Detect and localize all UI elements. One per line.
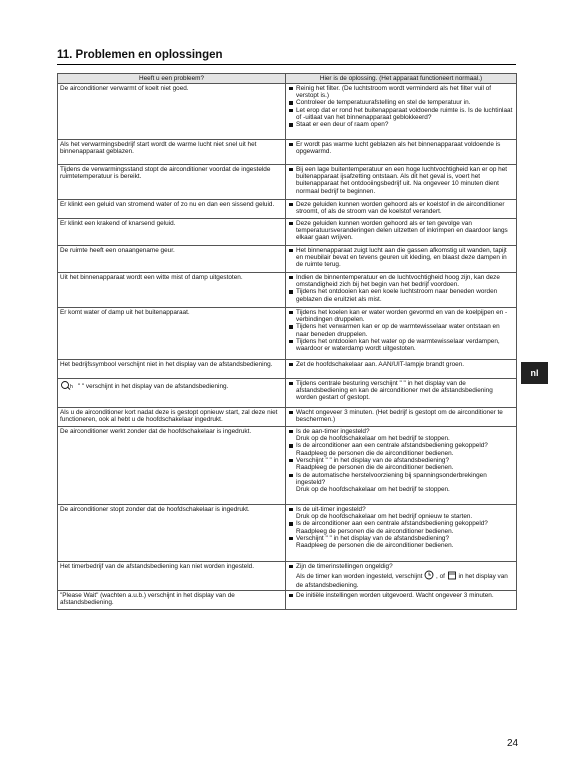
problem-cell: De airconditioner stopt zonder dat de hoofdschakelaar is ingedrukt. [58,505,286,562]
solution-cell [286,562,517,591]
solution-item: Deze geluiden kunnen worden gehoord als er koelstof in de airconditioner stroomt, of als de stroom van de koelstof verandert. [288,201,514,216]
solution-item: Is de aan-timer ingesteld? [288,428,514,435]
table-row [58,408,517,427]
table-row [58,591,517,610]
solution-item: Verschijnt " " in het display van de afstandsbediening? [288,457,514,464]
page-title: 11. Problemen en oplossingen [57,49,223,61]
solution-item: Zijn de timerinstellingen ongeldig? [288,563,514,570]
solution-item: Let erop dat er rond het buitenapparaat voldoende ruimte is. Is de luchtinlaat of -uitlaat van het binnenapparaat geblokkeerd? [288,107,514,122]
problem-cell: Het timerbedrijf van de afstandsbediening kan niet worden ingesteld. [58,562,286,591]
problem-cell: Er klinkt een geluid van stromend water of zo nu en dan een sissend geluid. [58,200,286,219]
table-row [58,140,517,165]
table-row [58,273,517,308]
header-problem: Heeft u een probleem? [58,74,286,84]
table-row [58,562,517,591]
solution-cell [286,308,517,360]
problem-cell: Er komt water of damp uit het buitenapparaat. [58,308,286,360]
solution-item: Bij een lage buitentemperatuur en een hoge luchtvochtigheid kan er op het buitenapparaat ijsafzetting ontstaan. Als dit het geval is, voert het buitenapparaat het ontdooiingsbedrijf uit. Na ongeveer 10 minuten dient normaal bedrijf te beginnen. [288,166,514,195]
problem-cell [58,379,286,408]
solution-item: Staat er een deur of raam open? [288,121,514,128]
solution-cell [286,200,517,219]
solution-item: Verschijnt " " in het display van de afstandsbediening? [288,535,514,542]
solution-item: Indien de binnentemperatuur en de luchtvochtigheid hoog zijn, kan deze omstandigheid zich bij het begin van het bedrijf voordoen. [288,274,514,289]
solution-item: Reinig het filter. (De luchtstroom wordt verminderd als het filter vuil of verstopt is.) [288,85,514,100]
troubleshooting-table [57,73,517,610]
solution-item: Het binnenapparaat zuigt lucht aan die gassen afkomstig uit wanden, tapijt en meubilair bevat en tevens geuren uit kleding, en blaast deze dampen in de ruimte terug. [288,247,514,269]
table-row [58,219,517,246]
solution-item: Is de uit-timer ingesteld? [288,506,514,513]
table-row [58,165,517,200]
solution-item: Tijdens centrale besturing verschijnt " " in het display van de afstandsbediening en kan de airconditioner met de afstandsbediening worden gestart of gestopt. [288,380,514,402]
table-row [58,505,517,562]
solution-cell [286,379,517,408]
calendar-icon [447,570,457,582]
problem-cell: De airconditioner werkt zonder dat de hoofdschakelaar is ingedrukt. [58,427,286,505]
solution-cell [286,273,517,308]
solution-item: Tijdens het koelen kan er water worden gevormd en van de koelpijpen en -verbindingen druppelen. [288,309,514,324]
problem-cell: Als het verwarmingsbedrijf start wordt de warme lucht niet snel uit het binnenapparaat geblazen. [58,140,286,165]
solution-item: Tijdens het ontdooien kan het water op de warmtewisselaar verdampen, waardoor er waterdamp wordt uitgestoten. [288,338,514,353]
solution-item: Zet de hoofdschakelaar aan. AAN/UIT-lampje brandt groen. [288,361,514,368]
problem-cell: Tijdens de verwarmingsstand stopt de airconditioner voordat de ingestelde ruimtetemperatuur is bereikt. [58,165,286,200]
solution-cell [286,427,517,505]
solution-item: Druk op de hoofdschakelaar om het bedrijf te stoppen. [296,435,450,443]
solution-item: Druk op de hoofdschakelaar om het bedrijf te stoppen. [296,486,450,494]
language-tab: nl [521,362,548,384]
solution-item: De initiële instellingen worden uitgevoerd. Wacht ongeveer 3 minuten. [288,592,514,599]
solution-cell [286,408,517,427]
svg-text:h: h [70,383,73,390]
solution-item: Is de automatische herstelvoorziening bij spanningsonderbrekingen ingesteld? [288,472,514,487]
solution-item: Controleer de temperatuurafstelling en stel de temperatuur in. [288,99,514,106]
solution-item: Er wordt pas warme lucht geblazen als het binnenapparaat voldoende is opgewarmd. [288,141,514,156]
table-row [58,246,517,273]
table-row [58,427,517,505]
solution-item: Deze geluiden kunnen worden gehoord als er ten gevolge van temperatuursveranderingen delen uitzetten of inkrimpen en daardoor langs elkaar gaan wrijven. [288,220,514,242]
solution-cell [286,246,517,273]
page-number: 24 [507,738,519,749]
central-control-icon [60,380,76,392]
solution-item: Raadpleeg de personen die de airconditioner bedienen. [296,449,454,457]
problem-cell: "Please Wait" (wachten a.u.b.) verschijnt in het display van de afstandsbediening. [58,591,286,610]
solution-cell [286,505,517,562]
solution-item: Raadpleeg de personen die de airconditioner bedienen. [296,464,454,472]
problem-text: " " verschijnt in het display van de afstandsbediening. [77,382,229,390]
table-row [58,360,517,379]
header-solution: Hier is de oplossing. (Het apparaat functioneert normaal.) [286,74,517,84]
solution-cell [286,219,517,246]
solution-cell [286,140,517,165]
problem-cell: Als u de airconditioner kort nadat deze is gestopt opnieuw start, zal deze niet functioneren, ook al hebt u de hoofdschakelaar ingedrukt. [58,408,286,427]
title-rule [57,64,516,65]
problem-cell: De airconditioner verwarmt of koelt niet goed. [58,84,286,140]
table-row [58,200,517,219]
problem-cell: Het bedrijfssymbool verschijnt niet in het display van de afstandsbediening. [58,360,286,379]
solution-cell [286,165,517,200]
solution-item: Raadpleeg de personen die de airconditioner bedienen. [296,527,454,535]
solution-item: Raadpleeg de personen die de airconditioner bedienen. [296,542,454,550]
solution-item: Is de airconditioner aan een centrale afstandsbediening gekoppeld? [288,442,514,449]
solution-cell [286,591,517,610]
solution-item: Tijdens het verwarmen kan er op de warmtewisselaar water ontstaan en naar beneden druppelen. [288,323,514,338]
solution-cell [286,360,517,379]
clock-icon [424,570,434,582]
table-header-row [58,74,517,84]
problem-cell: Er klinkt een krakend of knarsend geluid. [58,219,286,246]
table-row [58,84,517,140]
solution-item: Als de timer kan worden ingesteld, verschijnt , of in het display van de afstandsbediening. [288,570,514,590]
solution-item: Tijdens het ontdooien kan een koele luchtstroom naar beneden worden geblazen die eruitziet als mist. [288,288,514,303]
solution-item: Wacht ongeveer 3 minuten. (Het bedrijf is gestopt om de airconditioner te beschermen.) [288,409,514,424]
problem-cell: De ruimte heeft een onaangename geur. [58,246,286,273]
table-row [58,308,517,360]
problem-cell: Uit het binnenapparaat wordt een witte mist of damp uitgestoten. [58,273,286,308]
table-row [58,379,517,408]
solution-item: Druk op de hoofdschakelaar om het bedrijf opnieuw te starten. [296,513,473,521]
solution-item: Is de airconditioner aan een centrale afstandsbediening gekoppeld? [288,520,514,527]
solution-cell [286,84,517,140]
